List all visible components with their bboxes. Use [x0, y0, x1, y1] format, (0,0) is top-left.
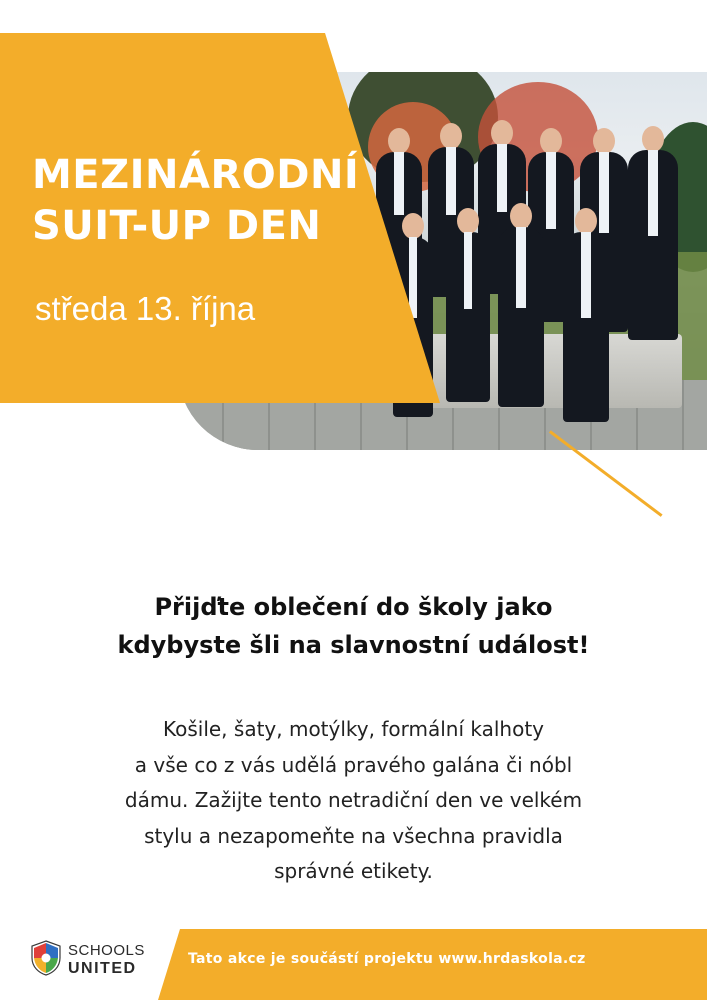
title-line: MEZINÁRODNÍ	[32, 152, 360, 198]
description-line: správné etikety.	[274, 859, 433, 883]
description	[0, 712, 707, 890]
student	[563, 232, 609, 422]
logo-shield-icon	[30, 940, 62, 976]
event-date: středa 13. října	[35, 290, 256, 327]
title-line: SUIT-UP DEN	[32, 203, 322, 249]
student	[628, 150, 678, 340]
logo-line-1: SCHOOLS	[68, 942, 145, 959]
description-line: stylu a nezapomeňte na všechna pravidla	[144, 823, 563, 848]
poster-title	[32, 150, 359, 252]
footer-text: Tato akce je součástí projektu www.hrdaskola.cz	[188, 951, 586, 967]
student	[498, 227, 544, 407]
description-line: a vše co z vás udělá pravého galána či nóbl	[134, 752, 573, 777]
headline-line: kdybyste šli na slavnostní událost!	[117, 631, 590, 659]
headline-line: Přijďte oblečení do školy jako	[154, 593, 553, 621]
logo-line-2: UNITED	[68, 960, 137, 977]
headline	[0, 588, 707, 664]
student	[446, 232, 490, 402]
description-line: dámu. Zažijte tento netradiční den ve velkém	[124, 788, 583, 812]
schools-united-logo	[30, 940, 160, 980]
description-line: Košile, šaty, motýlky, formální kalhoty	[162, 717, 544, 741]
